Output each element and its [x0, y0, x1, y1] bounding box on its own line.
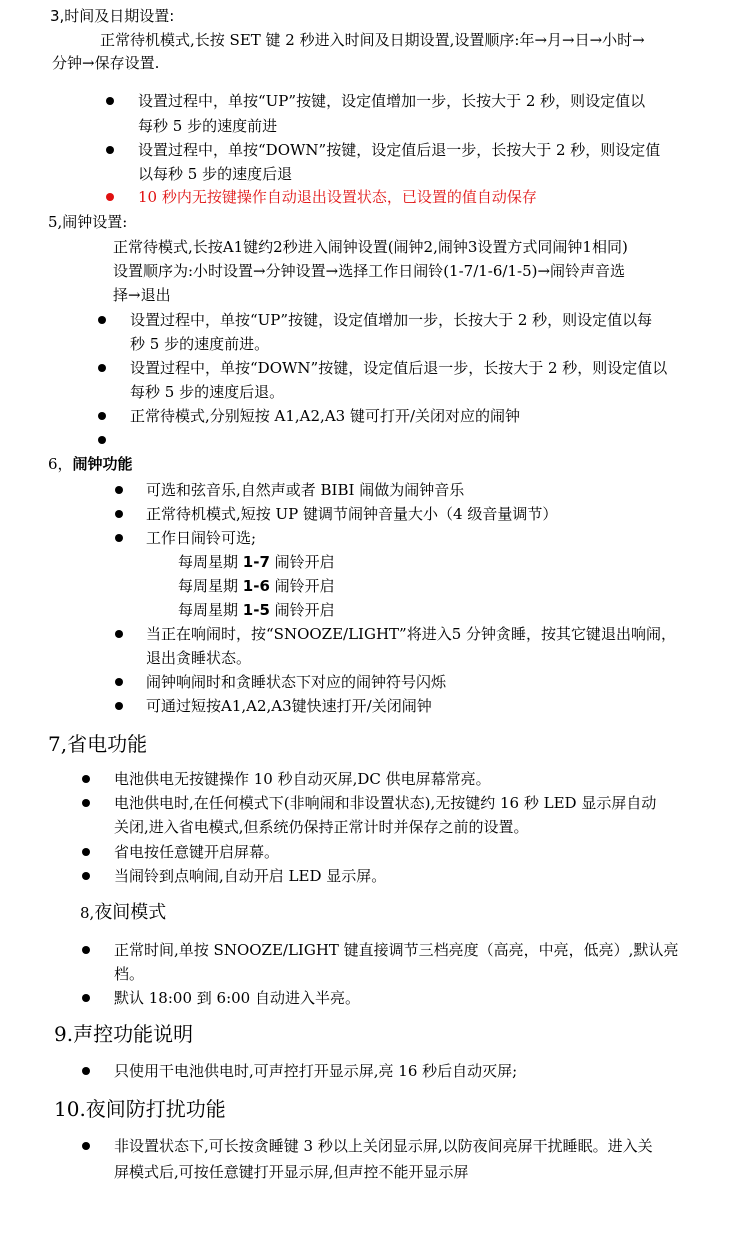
section-8-title: 夜间模式 [94, 902, 167, 923]
section-5-intro-line1: 正常待模式,长按A1键约2秒进入闹钟设置(闹钟2,闹钟3设置方式同闹钟1相同) [113, 238, 628, 256]
bullet-icon [115, 510, 123, 518]
section-7-title: 7,省电功能 [48, 732, 148, 756]
section-10-title: 10.夜间防打扰功能 [54, 1097, 226, 1121]
section-8-bullet-1-line1: 正常时间,单按 SNOOZE/LIGHT 键直接调节三档亮度（高亮，中亮，低亮）,默认亮 [114, 941, 679, 959]
bullet-icon [82, 848, 90, 856]
section-9-bullet-1: 只使用干电池供电时,可声控打开显示屏,亮 16 秒后自动灭屏; [114, 1062, 518, 1080]
section-3-bullet-2-line2: 以每秒 5 步的速度后退 [138, 165, 293, 183]
bullet-icon [82, 994, 90, 1002]
section-7-bullet-4: 当闹铃到点响闹,自动开启 LED 显示屏。 [114, 867, 387, 885]
section-7-bullet-2-line1: 电池供电时,在任何模式下(非响闹和非设置状态),无按键约 16 秒 LED 显示屏自动 [114, 794, 657, 812]
section-5-title: 5,闹钟设置: [48, 213, 128, 231]
section-8-bullet-1-line2: 档。 [114, 965, 145, 983]
bullet-icon [98, 412, 106, 420]
section-5-bullet-2-line1: 设置过程中，单按“DOWN”按键，设定值后退一步，长按大于 2 秒，则设定值以 [130, 359, 668, 377]
weekday-option-1-6: 每周星期 1-6 闹铃开启 [178, 577, 335, 595]
section-10-bullet-1-line1: 非设置状态下,可长按贪睡键 3 秒以上关闭显示屏,以防夜间亮屏干扰睡眠。进入关 [114, 1137, 653, 1155]
section-5-bullet-3: 正常待模式,分别短按 A1,A2,A3 键可打开/关闭对应的闹钟 [130, 407, 521, 425]
bullet-icon [82, 1142, 90, 1150]
section-6-heading [48, 452, 133, 476]
bullet-icon [82, 1067, 90, 1075]
section-3-warning: 10 秒内无按键操作自动退出设置状态，已设置的值自动保存 [138, 188, 537, 206]
bullet-icon [82, 946, 90, 954]
bullet-icon [98, 316, 106, 324]
bullet-icon [115, 630, 123, 638]
section-3-bullet-1-line1: 设置过程中，单按“UP”按键，设定值增加一步，长按大于 2 秒，则设定值以 [138, 92, 646, 110]
section-6-number: 6， [48, 455, 73, 473]
section-8-number: 8, [80, 904, 95, 922]
section-3-bullet-2-line1: 设置过程中，单按“DOWN”按键，设定值后退一步，长按大于 2 秒，则设定值 [138, 141, 661, 159]
bullet-icon [82, 775, 90, 783]
section-9-title: 9.声控功能说明 [54, 1022, 194, 1046]
section-7-bullet-1: 电池供电无按键操作 10 秒自动灭屏,DC 供电屏幕常亮。 [114, 770, 491, 788]
section-10-bullet-1-line2: 屏模式后,可按任意键打开显示屏,但声控不能开显示屏 [114, 1163, 469, 1181]
section-5-bullet-1-line2: 秒 5 步的速度前进。 [130, 335, 270, 353]
bullet-icon [98, 364, 106, 372]
bullet-icon [115, 702, 123, 710]
weekday-option-1-7: 每周星期 1-7 闹铃开启 [178, 553, 335, 571]
section-3-intro-line2: 分钟→保存设置. [52, 54, 160, 72]
section-6-item-6: 可通过短按A1,A2,A3键快速打开/关闭闹钟 [146, 697, 432, 715]
section-8-bullet-2: 默认 18:00 到 6:00 自动进入半亮。 [114, 989, 360, 1007]
section-5-bullet-1-line1: 设置过程中，单按“UP”按键，设定值增加一步，长按大于 2 秒，则设定值以每 [130, 311, 653, 329]
empty-bullet-icon [98, 436, 106, 444]
warning-bullet-icon [106, 193, 114, 201]
section-3-bullet-1-line2: 每秒 5 步的速度前进 [138, 117, 278, 135]
section-6-item-5: 闹钟响闹时和贪睡状态下对应的闹钟符号闪烁 [146, 673, 447, 691]
section-7-bullet-2-line2: 关闭,进入省电模式,但系统仍保持正常计时并保存之前的设置。 [114, 818, 529, 836]
bullet-icon [106, 97, 114, 105]
section-6-item-3: 工作日闹铃可选; [146, 529, 257, 547]
section-6-item-2: 正常待机模式,短按 UP 键调节闹钟音量大小（4 级音量调节） [146, 505, 558, 523]
section-5-bullet-2-line2: 每秒 5 步的速度后退。 [130, 383, 285, 401]
section-3-intro-line1: 正常待机模式,长按 SET 键 2 秒进入时间及日期设置,设置顺序:年→月→日→小时→ [100, 31, 645, 49]
section-6-item-4-line2: 退出贪睡状态。 [146, 649, 252, 667]
section-6-item-4-line1: 当正在响闹时，按“SNOOZE/LIGHT”将进入5 分钟贪睡，按其它键退出响闹， [146, 625, 677, 643]
section-5-intro-line2: 设置顺序为:小时设置→分钟设置→选择工作日闹铃(1-7/1-6/1-5)→闹铃声音选 [113, 262, 626, 280]
bullet-icon [82, 872, 90, 880]
bullet-icon [82, 799, 90, 807]
section-8-heading [80, 900, 166, 926]
section-5-intro-line3: 择→退出 [113, 286, 171, 304]
section-7-bullet-3: 省电按任意键开启屏幕。 [114, 843, 280, 861]
bullet-icon [115, 678, 123, 686]
section-6-item-1: 可选和弦音乐,自然声或者 BIBI 闹做为闹钟音乐 [146, 481, 465, 499]
section-6-title: 闹钟功能 [72, 455, 133, 473]
bullet-icon [106, 146, 114, 154]
bullet-icon [115, 486, 123, 494]
bullet-icon [115, 534, 123, 542]
weekday-option-1-5: 每周星期 1-5 闹铃开启 [178, 601, 335, 619]
section-3-title: 3,时间及日期设置: [50, 7, 175, 25]
